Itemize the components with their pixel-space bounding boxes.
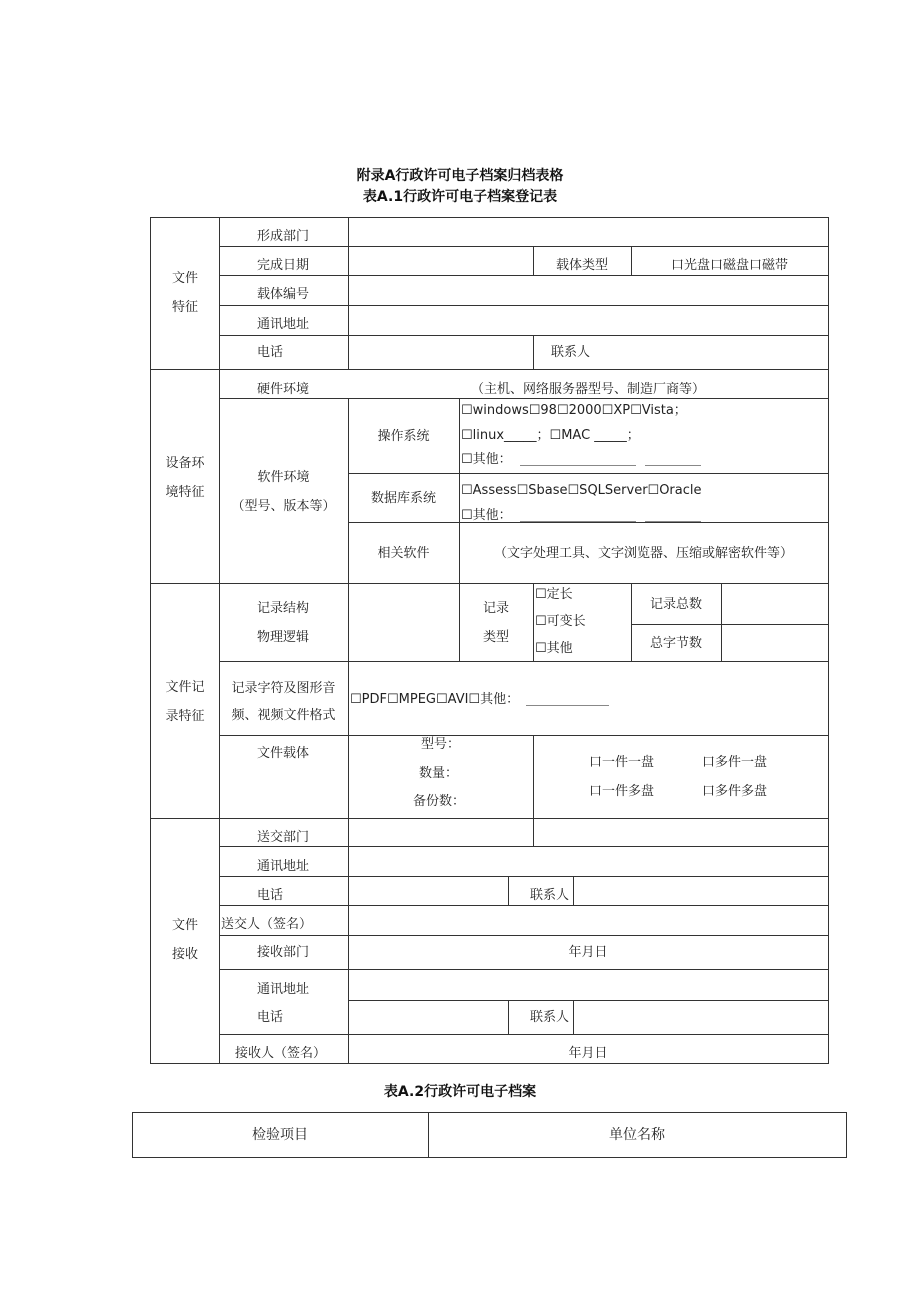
table-line xyxy=(219,876,829,877)
group-label-file-features-2: 特征 xyxy=(171,300,198,315)
table-line xyxy=(219,217,220,1064)
label-hardware: 硬件环境 xyxy=(257,382,310,397)
table-line xyxy=(150,217,829,218)
label-send-phone: 电话 xyxy=(257,888,284,903)
group-label-record-2: 录特征 xyxy=(165,709,205,724)
label-receiver-signature: 接收人（签名） xyxy=(235,1046,327,1061)
table-line xyxy=(721,583,722,661)
table-line xyxy=(533,335,534,369)
table-line xyxy=(219,846,829,847)
label-send-dept: 送交部门 xyxy=(257,830,310,845)
table-line xyxy=(150,1063,829,1064)
carrier-type-options[interactable]: 口光盘口磁盘口磁带 xyxy=(670,258,788,273)
table-line xyxy=(459,583,460,661)
label-backup-count: 备份数： xyxy=(413,794,466,809)
table-line xyxy=(219,275,829,276)
label-carrier-type: 载体类型 xyxy=(555,258,608,273)
opt-multi-file-multi-disk[interactable]: 口多件多盘 xyxy=(702,784,768,799)
table-line xyxy=(132,1112,847,1113)
label-file-format-2: 频、视频文件格式 xyxy=(231,708,336,723)
db-options-other[interactable]: ☐其他： xyxy=(461,508,512,523)
table-line xyxy=(219,246,829,247)
table-line xyxy=(348,735,349,818)
label-receive-phone: 电话 xyxy=(257,1010,284,1025)
db-options[interactable]: ☐Assess☐Sbase☐SQLServer☐Oracle xyxy=(461,483,702,498)
table-line xyxy=(533,818,534,846)
label-file-carrier: 文件载体 xyxy=(257,746,310,761)
label-send-contact: 联系人 xyxy=(530,888,570,903)
table-line xyxy=(508,876,509,905)
table-line xyxy=(150,369,829,370)
label-receive-contact: 联系人 xyxy=(530,1010,570,1025)
label-completion-date: 完成日期 xyxy=(257,258,310,273)
table-line xyxy=(219,735,829,736)
related-software-hint: （文字处理工具、文字浏览器、压缩或解密软件等） xyxy=(493,546,793,561)
label-record-structure: 记录结构 xyxy=(257,601,310,616)
label-receive-address: 通讯地址 xyxy=(257,982,310,997)
label-database: 数据库系统 xyxy=(370,491,436,506)
table-line xyxy=(219,935,829,936)
table-line xyxy=(846,1112,847,1158)
label-address: 通讯地址 xyxy=(257,317,310,332)
group-label-equipment: 设备环 xyxy=(165,456,205,471)
table-line xyxy=(533,735,534,818)
table-line xyxy=(150,217,151,1064)
table-line xyxy=(573,876,574,905)
group-label-record: 文件记 xyxy=(165,680,205,695)
label-record-type: 记录 xyxy=(482,601,509,616)
label-software-hint: （型号、版本等） xyxy=(231,499,336,514)
label-related-software: 相关软件 xyxy=(377,546,430,561)
table-line xyxy=(348,473,829,474)
table-line xyxy=(533,583,534,661)
table-line xyxy=(631,624,829,625)
label-model: 型号： xyxy=(421,737,461,752)
label-physical-logic: 物理逻辑 xyxy=(257,630,310,645)
table-line xyxy=(150,583,829,584)
table-line xyxy=(219,335,829,336)
db-other-blank xyxy=(520,521,636,522)
os-options-linux-mac[interactable]: ☐linux_____；☐MAC _____； xyxy=(461,428,640,443)
table-line xyxy=(150,818,829,819)
table-line xyxy=(348,522,829,523)
table-line xyxy=(348,583,349,661)
label-carrier-no: 载体编号 xyxy=(257,287,310,302)
table-line xyxy=(219,305,829,306)
label-forming-dept: 形成部门 xyxy=(257,229,310,244)
os-other-blank-2 xyxy=(645,465,701,466)
label-record-type-2: 类型 xyxy=(482,630,509,645)
label-sender-signature: 送交人（签名） xyxy=(221,917,313,932)
file-format-options[interactable]: ☐PDF☐MPEG☐AVI☐其他： xyxy=(350,692,520,707)
table-line xyxy=(348,818,349,1063)
table1-title: 表A.1行政许可电子档案登记表 xyxy=(362,189,558,205)
label-total-bytes: 总字节数 xyxy=(649,636,702,651)
group-label-file-features: 文件 xyxy=(171,271,198,286)
os-other-blank xyxy=(520,465,636,466)
group-label-file-receipt-2: 接收 xyxy=(171,947,198,962)
db-other-blank-2 xyxy=(645,521,701,522)
label-total-records: 记录总数 xyxy=(649,597,702,612)
label-quantity: 数量： xyxy=(419,766,459,781)
os-options-windows[interactable]: ☐windows☐98☐2000☐XP☐Vista； xyxy=(461,403,687,418)
hardware-hint: （主机、网络服务器型号、制造厂商等） xyxy=(470,382,705,397)
label-receive-dept: 接收部门 xyxy=(257,945,310,960)
table-line xyxy=(573,1000,574,1034)
table-line xyxy=(219,661,829,662)
os-options-other[interactable]: ☐其他： xyxy=(461,452,512,467)
table-line xyxy=(219,905,829,906)
opt-multi-file-one-disk[interactable]: 口多件一盘 xyxy=(702,755,768,770)
opt-variable-length[interactable]: ☐可变长 xyxy=(535,614,586,629)
receiver-date: 年月日 xyxy=(568,1046,608,1061)
table-line xyxy=(219,969,829,970)
label-file-format: 记录字符及图形音 xyxy=(231,681,336,696)
col-unit-name: 单位名称 xyxy=(609,1127,665,1143)
appendix-title: 附录A行政许可电子档案归档表格 xyxy=(356,168,564,184)
group-label-equipment-2: 境特征 xyxy=(165,485,205,500)
label-contact: 联系人 xyxy=(551,345,591,360)
table2-title: 表A.2行政许可电子档案 xyxy=(383,1084,537,1100)
receive-date: 年月日 xyxy=(568,945,608,960)
group-label-file-receipt: 文件 xyxy=(171,918,198,933)
opt-one-file-multi-disk[interactable]: 口一件多盘 xyxy=(589,784,655,799)
table-line xyxy=(348,217,349,369)
label-software: 软件环境 xyxy=(257,470,310,485)
table-line xyxy=(348,661,349,735)
label-os: 操作系统 xyxy=(377,429,430,444)
opt-other-length[interactable]: ☐其他 xyxy=(535,641,573,656)
table-line xyxy=(828,217,829,1064)
label-send-address: 通讯地址 xyxy=(257,859,310,874)
opt-one-file-one-disk[interactable]: 口一件一盘 xyxy=(589,755,655,770)
table-line xyxy=(219,398,829,399)
table-line xyxy=(132,1157,847,1158)
label-phone: 电话 xyxy=(257,345,284,360)
format-other-blank xyxy=(526,705,609,706)
table-line xyxy=(348,1000,829,1001)
table-line xyxy=(219,1034,829,1035)
table-line xyxy=(508,1000,509,1034)
col-inspection-item: 检验项目 xyxy=(252,1127,308,1143)
opt-fixed-length[interactable]: ☐定长 xyxy=(535,587,573,602)
